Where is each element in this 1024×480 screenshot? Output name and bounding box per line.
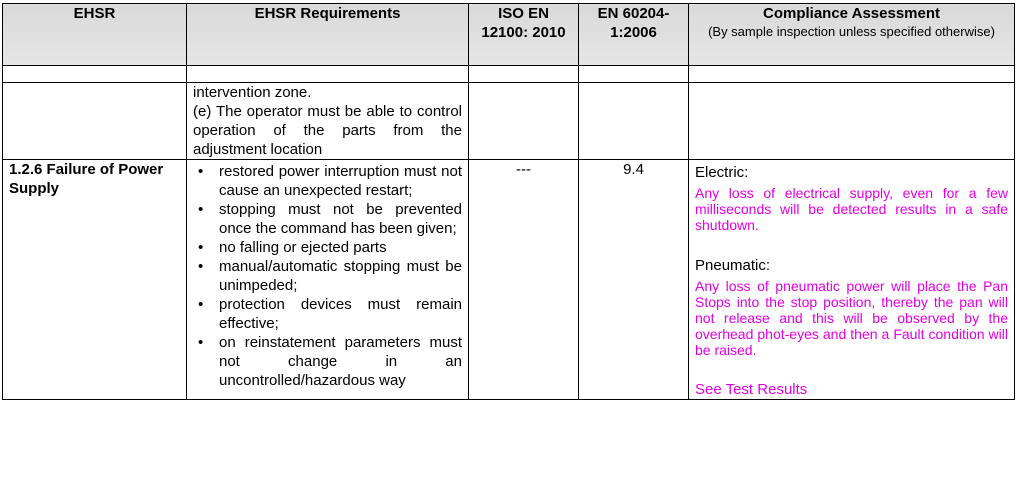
- see-test-results: See Test Results: [695, 381, 808, 398]
- compliance-table: [2, 3, 1015, 400]
- list-item: • no falling or ejected parts: [193, 238, 462, 257]
- header-iso-en-12100: ISO EN 12100: 2010: [469, 4, 579, 66]
- requirements-list: [193, 162, 462, 390]
- list-item: • restored power interruption must not cause an unexpected restart;: [193, 162, 462, 200]
- continued-line-1: intervention zone.: [193, 84, 312, 101]
- spacer-row: [3, 66, 1015, 83]
- list-item: • manual/automatic stopping must be unimpeded;: [193, 257, 462, 295]
- header-compliance-assessment: [689, 4, 1015, 66]
- en60204-cell: 9.4: [579, 160, 689, 400]
- continued-requirements-cell: [187, 83, 469, 160]
- pneumatic-label: Pneumatic:: [695, 257, 771, 274]
- list-item: • stopping must not be prevented once the command has been given;: [193, 200, 462, 238]
- header-ehsr: EHSR: [3, 4, 187, 66]
- electric-label: Electric:: [695, 164, 749, 181]
- table-header-row: [3, 4, 1015, 66]
- table-row-failure-of-power-supply: [3, 160, 1015, 400]
- compliance-assessment-subtitle: (By sample inspection unless specified otherwise): [708, 24, 995, 39]
- table-row-continued: [3, 83, 1015, 160]
- list-item: • on reinstatement parameters must not change in an uncontrolled/hazardous way: [193, 333, 462, 390]
- requirements-cell: [187, 160, 469, 400]
- pneumatic-text: Any loss of pneumatic power will place the Pan Stops into the stop position, thereby the pan will not release and this will be observed by the overhead phot-eyes and then a Fault condition will be raised.: [695, 278, 1008, 358]
- iso-cell: ---: [469, 160, 579, 400]
- header-ehsr-requirements: EHSR Requirements: [187, 4, 469, 66]
- electric-text: Any loss of electrical supply, even for a few milliseconds will be detected results in a safe shutdown.: [695, 185, 1008, 233]
- assessment-cell: [689, 160, 1015, 400]
- ehsr-cell: 1.2.6 Failure of Power Supply: [3, 160, 187, 400]
- compliance-assessment-title: Compliance Assessment: [762, 5, 940, 22]
- list-item: • protection devices must remain effective;: [193, 295, 462, 333]
- header-en-60204: EN 60204-1:2006: [579, 4, 689, 66]
- continued-line-2: (e) The operator must be able to control operation of the parts from the adjustment location: [193, 103, 462, 158]
